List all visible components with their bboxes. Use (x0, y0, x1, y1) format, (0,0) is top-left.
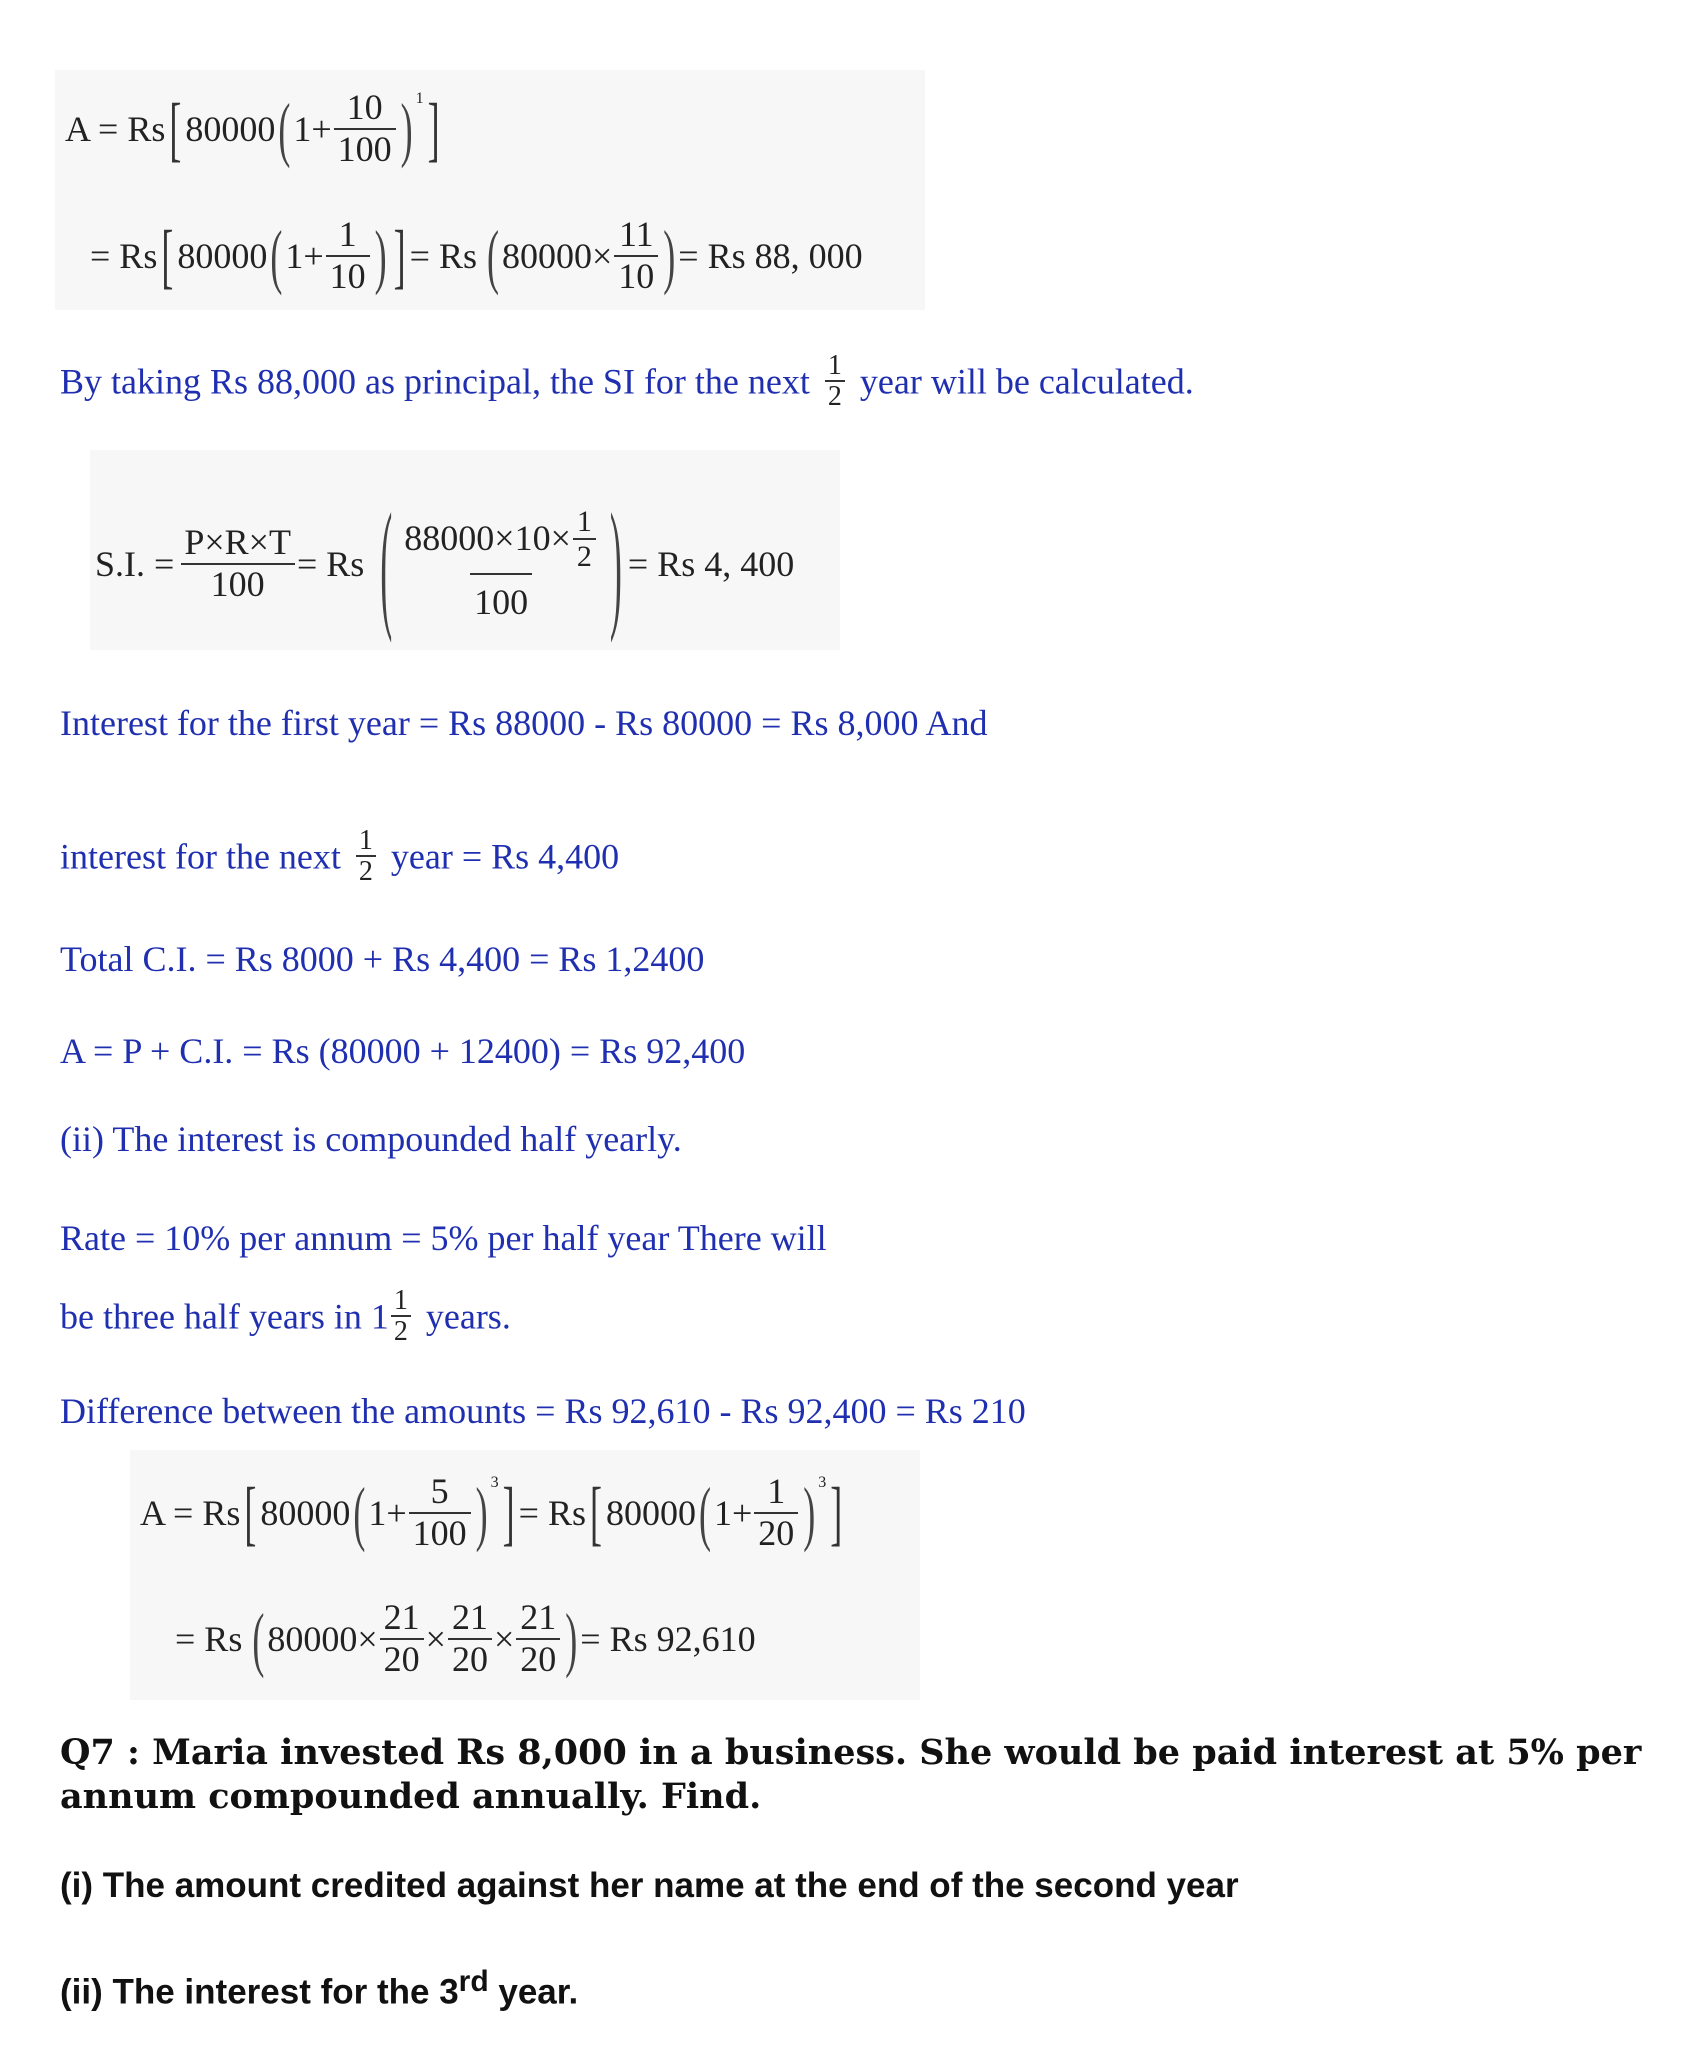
base2: 80000× (501, 235, 613, 276)
base2: 80000 (605, 1492, 696, 1533)
numerator: 21 (520, 1597, 557, 1637)
denominator: 2 (573, 538, 596, 573)
fraction (448, 1598, 492, 1679)
text: year = Rs 4,400 (390, 836, 620, 877)
bracket-open: [ (161, 215, 174, 296)
denominator: 20 (380, 1638, 424, 1680)
fraction (334, 88, 396, 169)
denominator: 2 (825, 380, 845, 411)
numerator (400, 505, 602, 573)
text: year. (488, 1972, 579, 2012)
text: By taking Rs 88,000 as principal, the SI for the next (60, 361, 810, 402)
denominator: 10 (614, 255, 658, 297)
times: × (493, 1618, 515, 1659)
one-plus: 1+ (293, 108, 332, 149)
equals-rs: = Rs (518, 1492, 586, 1533)
numerator: 1 (358, 825, 373, 856)
numerator: 1 (338, 214, 357, 254)
text-interest-first-year: Interest for the first year = Rs 88000 - Rs 80000 = Rs 8,000 And (60, 703, 988, 743)
fraction-prt (180, 523, 295, 604)
denominator: 20 (516, 1638, 560, 1680)
base: 80000 (177, 235, 268, 276)
numerator: 1 (576, 505, 592, 538)
equals-rs: = Rs (90, 235, 158, 276)
numerator: 1 (827, 350, 842, 381)
lhs: A = Rs (140, 1492, 241, 1533)
math-block-amount-half-yearly (130, 1450, 920, 1700)
denominator: 100 (409, 1512, 471, 1554)
paren-open: ( (353, 1472, 366, 1553)
fraction (409, 1472, 471, 1553)
math-block-simple-interest (90, 450, 840, 650)
fraction-main (400, 505, 602, 623)
fraction (516, 1598, 560, 1679)
question-line-2: annum compounded annually. Find. (60, 1776, 762, 1817)
text: be three half years in 1 (60, 1296, 389, 1337)
paren-open: ( (278, 88, 291, 169)
question-line-1: Q7 : Maria invested Rs 8,000 in a business. She would be paid interest at 5% per (60, 1732, 1642, 1773)
bracket-open: [ (589, 1472, 602, 1553)
numerator: 10 (346, 87, 383, 127)
paren-close: ) (374, 215, 387, 296)
one-plus: 1+ (368, 1492, 407, 1533)
numerator: 11 (618, 214, 654, 254)
paren-close: ) (609, 483, 622, 644)
bracket-open: [ (169, 88, 182, 169)
paren-close: ) (475, 1472, 488, 1553)
paren-close: ) (565, 1598, 578, 1679)
fraction-half (573, 505, 596, 573)
lhs: A = Rs (65, 108, 166, 149)
base: 80000 (185, 108, 276, 149)
exponent: 3 (490, 1473, 499, 1491)
text-total-ci: Total C.I. = Rs 8000 + Rs 4,400 = Rs 1,2400 (60, 939, 705, 979)
denominator: 100 (334, 128, 396, 170)
numerator: P×R×T (184, 522, 291, 563)
fraction (754, 1472, 798, 1553)
numerator: 21 (383, 1597, 420, 1637)
text-part-ii: (ii) The interest is compounded half yearly. (60, 1119, 682, 1159)
denominator: 2 (391, 1315, 411, 1346)
text-three-half-years (60, 1285, 511, 1351)
fraction (326, 215, 370, 296)
equals-rs: = Rs (175, 1618, 243, 1659)
denominator: 100 (181, 563, 295, 605)
paren-open: ( (698, 1472, 711, 1553)
result: = Rs 92,610 (580, 1618, 756, 1659)
question-part-i: (i) The amount credited against her name at the end of the second year (60, 1866, 1239, 1905)
denominator: 10 (326, 255, 370, 297)
text-by-taking (60, 350, 1194, 416)
bracket-close: ] (427, 88, 440, 169)
base: 80000 (260, 1492, 351, 1533)
bracket-close: ] (502, 1472, 515, 1553)
paren-open: ( (252, 1598, 265, 1679)
bracket-open: [ (244, 1472, 257, 1553)
numerator: 21 (451, 1597, 488, 1637)
paren-open: ( (486, 215, 499, 296)
fraction-half (825, 351, 845, 412)
times: × (425, 1618, 446, 1659)
numerator: 5 (430, 1471, 449, 1511)
text: interest for the next (60, 836, 341, 877)
denominator: 20 (448, 1638, 492, 1680)
paren-close: ) (663, 215, 676, 296)
exponent: 3 (818, 1473, 827, 1491)
equals-rs-2: = Rs (409, 235, 477, 276)
text-amount-equation: A = P + C.I. = Rs (80000 + 12400) = Rs 92,400 (60, 1031, 746, 1071)
bracket-close: ] (830, 1472, 843, 1553)
inner-numerator: 88000×10× (404, 518, 571, 559)
paren-close: ) (400, 88, 413, 169)
text: (ii) The interest for the 3 (60, 1972, 459, 2012)
one-plus: 1+ (285, 235, 324, 276)
text-difference: Difference between the amounts = Rs 92,610 - Rs 92,400 = Rs 210 (60, 1391, 1026, 1431)
lhs: S.I. = (95, 543, 175, 584)
text-interest-next (60, 825, 620, 891)
numerator: 1 (767, 1471, 786, 1511)
fraction-half (391, 1286, 411, 1347)
denominator: 20 (754, 1512, 798, 1554)
fraction (380, 1598, 424, 1679)
superscript: rd (458, 1965, 489, 1998)
paren-close: ) (803, 1472, 816, 1553)
equals-rs: = Rs (296, 543, 365, 584)
one-plus: 1+ (713, 1492, 753, 1533)
paren-open: ( (380, 483, 393, 644)
fraction-half (356, 826, 376, 887)
bracket-close: ] (393, 215, 406, 296)
exponent: 1 (415, 89, 424, 107)
denominator: 100 (470, 573, 532, 623)
text: year will be calculated. (859, 361, 1194, 402)
math-block-amount-first-year (55, 70, 925, 310)
paren-open: ( (270, 215, 283, 296)
denominator: 2 (356, 855, 376, 886)
result: = Rs 4, 400 (627, 543, 795, 584)
result: = Rs 88, 000 (678, 235, 863, 276)
text-rate: Rate = 10% per annum = 5% per half year There will (60, 1218, 827, 1258)
text: years. (425, 1296, 511, 1337)
question-part-ii (60, 1965, 578, 2013)
numerator: 1 (393, 1285, 408, 1316)
fraction (614, 215, 658, 296)
base: 80000× (267, 1618, 378, 1659)
